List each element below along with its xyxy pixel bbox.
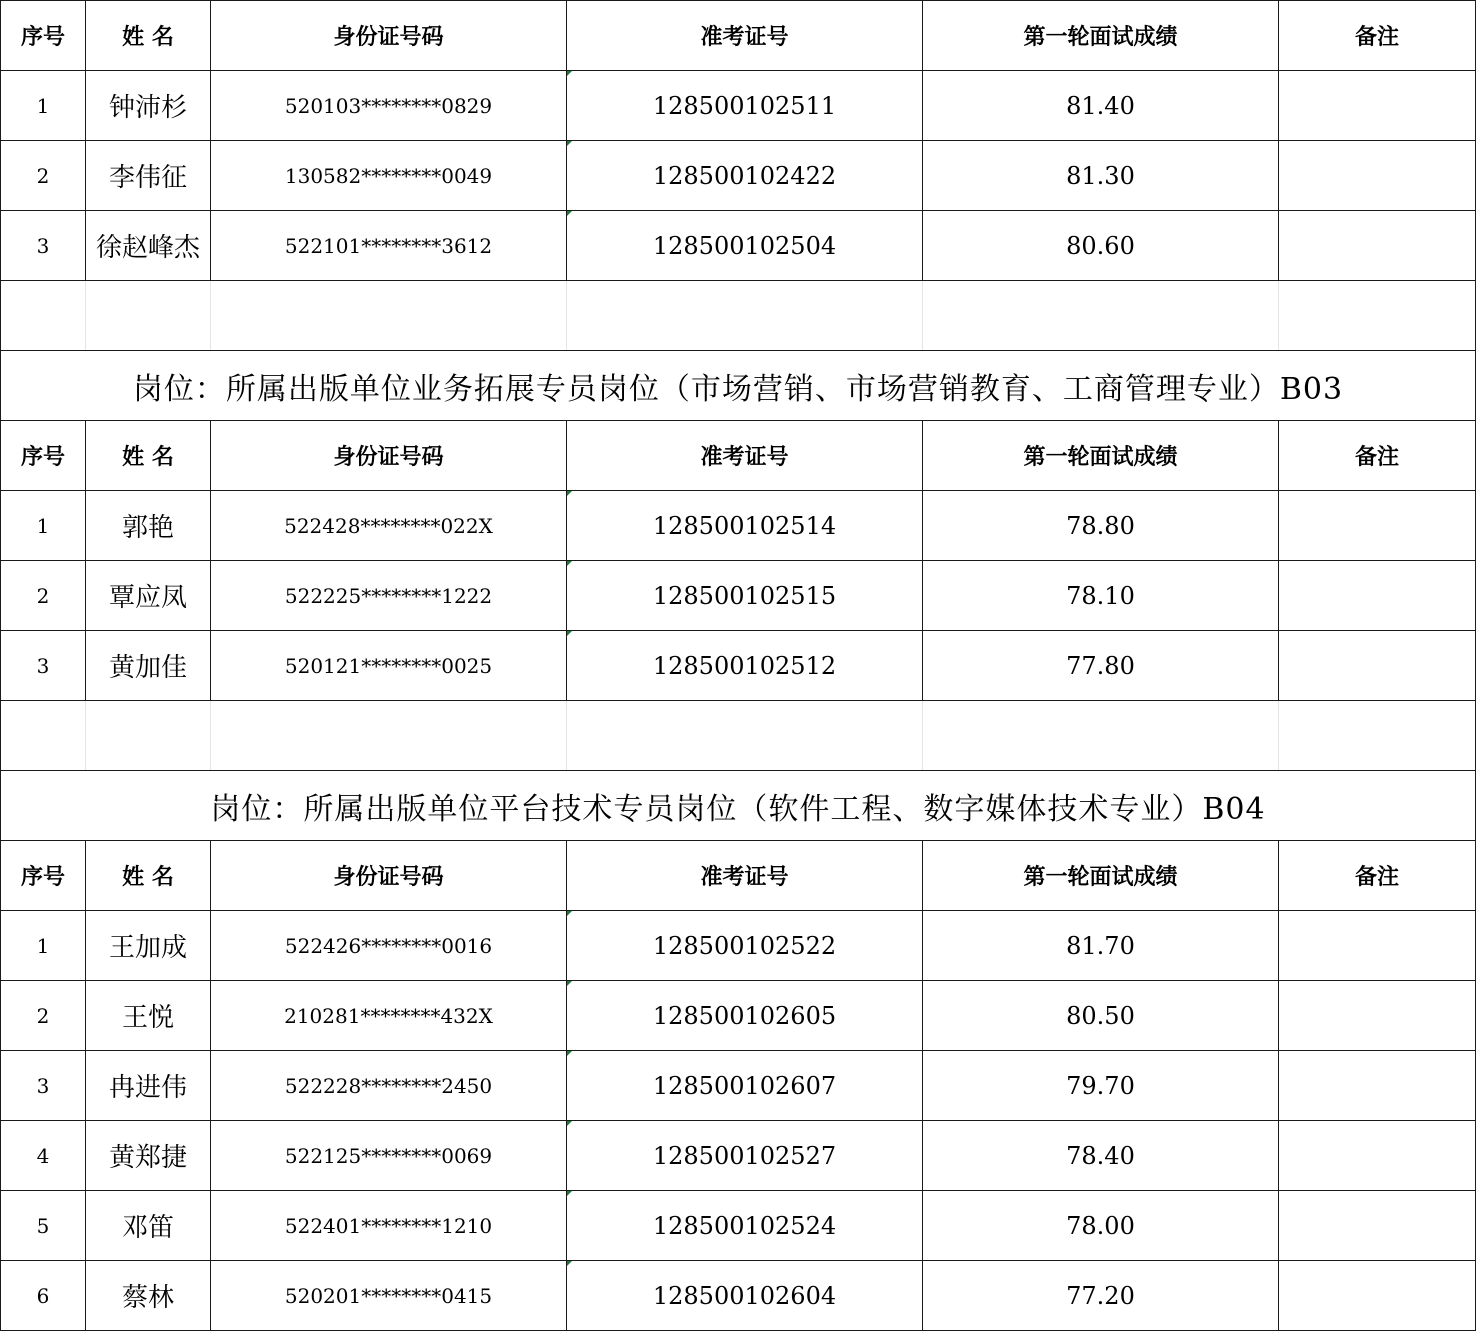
row-seq: 5 [1, 1191, 86, 1261]
row-id: 522428********022X [211, 491, 567, 561]
header-ticket: 准考证号 [567, 841, 923, 911]
spacer-row [1, 281, 1476, 351]
row-score: 81.70 [923, 911, 1279, 981]
row-name: 黄加佳 [86, 631, 211, 701]
row-note [1279, 141, 1476, 211]
row-ticket: 128500102504 [567, 211, 923, 281]
header-ticket: 准考证号 [567, 421, 923, 491]
header-id: 身份证号码 [211, 841, 567, 911]
section-title-row [1, 771, 1476, 841]
row-score: 77.20 [923, 1261, 1279, 1331]
row-name: 李伟征 [86, 141, 211, 211]
row-seq: 3 [1, 1051, 86, 1121]
row-name: 郭艳 [86, 491, 211, 561]
row-seq: 2 [1, 141, 86, 211]
row-score: 81.40 [923, 71, 1279, 141]
row-note [1279, 981, 1476, 1051]
row-note [1279, 1261, 1476, 1331]
row-id: 522426********0016 [211, 911, 567, 981]
row-id: 130582********0049 [211, 141, 567, 211]
row-name: 蔡林 [86, 1261, 211, 1331]
row-id: 522401********1210 [211, 1191, 567, 1261]
table-row [1, 1051, 1476, 1121]
row-seq: 1 [1, 911, 86, 981]
row-score: 81.30 [923, 141, 1279, 211]
row-seq: 4 [1, 1121, 86, 1191]
row-score: 79.70 [923, 1051, 1279, 1121]
row-ticket: 128500102522 [567, 911, 923, 981]
row-name: 邓笛 [86, 1191, 211, 1261]
row-score: 78.40 [923, 1121, 1279, 1191]
row-note [1279, 1051, 1476, 1121]
row-name: 王悦 [86, 981, 211, 1051]
table-row [1, 1191, 1476, 1261]
row-ticket: 128500102527 [567, 1121, 923, 1191]
row-note [1279, 631, 1476, 701]
header-seq: 序号 [1, 841, 86, 911]
table-row [1, 1121, 1476, 1191]
header-row [1, 841, 1476, 911]
header-name: 姓 名 [86, 841, 211, 911]
section-title-b03: 岗位：所属出版单位业务拓展专员岗位（市场营销、市场营销教育、工商管理专业）B03 [1, 351, 1476, 421]
section-title-row [1, 351, 1476, 421]
row-id: 520201********0415 [211, 1261, 567, 1331]
header-note: 备注 [1279, 1, 1476, 71]
table-row [1, 981, 1476, 1051]
row-seq: 2 [1, 981, 86, 1051]
row-note [1279, 561, 1476, 631]
header-seq: 序号 [1, 421, 86, 491]
section-title-b04: 岗位：所属出版单位平台技术专员岗位（软件工程、数字媒体技术专业）B04 [1, 771, 1476, 841]
row-ticket: 128500102511 [567, 71, 923, 141]
header-ticket: 准考证号 [567, 1, 923, 71]
row-ticket: 128500102604 [567, 1261, 923, 1331]
header-id: 身份证号码 [211, 1, 567, 71]
row-ticket: 128500102524 [567, 1191, 923, 1261]
row-id: 522225********1222 [211, 561, 567, 631]
row-id: 522125********0069 [211, 1121, 567, 1191]
header-seq: 序号 [1, 1, 86, 71]
row-note [1279, 911, 1476, 981]
header-row [1, 421, 1476, 491]
row-id: 520103********0829 [211, 71, 567, 141]
header-score: 第一轮面试成绩 [923, 841, 1279, 911]
header-row [1, 1, 1476, 71]
table-row [1, 491, 1476, 561]
header-note: 备注 [1279, 421, 1476, 491]
table-row [1, 211, 1476, 281]
row-score: 78.00 [923, 1191, 1279, 1261]
row-ticket: 128500102514 [567, 491, 923, 561]
row-note [1279, 71, 1476, 141]
row-name: 覃应凤 [86, 561, 211, 631]
row-id: 522101********3612 [211, 211, 567, 281]
table-row [1, 631, 1476, 701]
header-score: 第一轮面试成绩 [923, 421, 1279, 491]
table-row [1, 141, 1476, 211]
table-row [1, 1261, 1476, 1331]
row-id: 522228********2450 [211, 1051, 567, 1121]
row-note [1279, 1191, 1476, 1261]
row-ticket: 128500102422 [567, 141, 923, 211]
row-ticket: 128500102605 [567, 981, 923, 1051]
row-seq: 6 [1, 1261, 86, 1331]
row-note [1279, 1121, 1476, 1191]
row-score: 77.80 [923, 631, 1279, 701]
row-seq: 2 [1, 561, 86, 631]
header-score: 第一轮面试成绩 [923, 1, 1279, 71]
spacer-row [1, 701, 1476, 771]
row-score: 78.80 [923, 491, 1279, 561]
row-id: 210281********432X [211, 981, 567, 1051]
table-row [1, 71, 1476, 141]
row-seq: 1 [1, 491, 86, 561]
row-ticket: 128500102515 [567, 561, 923, 631]
row-note [1279, 491, 1476, 561]
table-row [1, 911, 1476, 981]
row-note [1279, 211, 1476, 281]
row-ticket: 128500102512 [567, 631, 923, 701]
header-id: 身份证号码 [211, 421, 567, 491]
row-score: 80.60 [923, 211, 1279, 281]
row-ticket: 128500102607 [567, 1051, 923, 1121]
header-note: 备注 [1279, 841, 1476, 911]
row-name: 王加成 [86, 911, 211, 981]
row-score: 80.50 [923, 981, 1279, 1051]
row-name: 冉进伟 [86, 1051, 211, 1121]
header-name: 姓 名 [86, 1, 211, 71]
table-row [1, 561, 1476, 631]
row-score: 78.10 [923, 561, 1279, 631]
row-name: 黄郑捷 [86, 1121, 211, 1191]
row-name: 钟沛杉 [86, 71, 211, 141]
row-seq: 3 [1, 631, 86, 701]
row-name: 徐赵峰杰 [86, 211, 211, 281]
row-seq: 1 [1, 71, 86, 141]
header-name: 姓 名 [86, 421, 211, 491]
row-id: 520121********0025 [211, 631, 567, 701]
row-seq: 3 [1, 211, 86, 281]
